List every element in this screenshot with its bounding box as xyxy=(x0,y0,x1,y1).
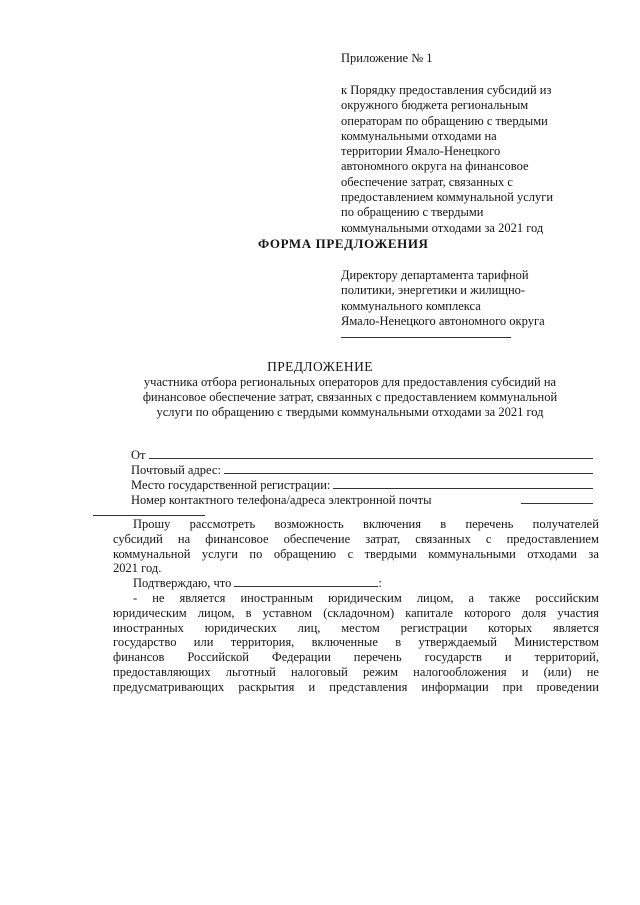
text-word: льготный xyxy=(225,664,276,679)
text-word: территорий, xyxy=(534,650,599,665)
addressee-line: политики, энергетики и жилищно- xyxy=(341,283,526,298)
text-word: (складочном) xyxy=(323,605,395,620)
text-word: иностранным xyxy=(240,590,314,605)
document-subtitle xyxy=(100,375,600,420)
text-word: представления xyxy=(329,679,408,694)
text-word: Российской xyxy=(187,650,249,665)
text-word: налогообложения xyxy=(413,664,507,679)
text-word: является xyxy=(179,590,226,605)
text-word: капитале xyxy=(405,605,453,620)
addressee-line: коммунального комплекса xyxy=(341,298,481,313)
text-word: не xyxy=(152,590,165,605)
clause-paragraph xyxy=(113,591,599,695)
text-word: налоговый xyxy=(290,664,348,679)
text-word: иностранных xyxy=(113,620,184,635)
form-title: ФОРМА ПРЕДЛОЖЕНИЯ xyxy=(258,236,429,251)
annex-line: обеспечение затрат, связанных с xyxy=(341,174,513,189)
text-line xyxy=(113,635,599,650)
annex-line: территории Ямало-Ненецкого xyxy=(341,144,501,159)
text-word: лицом, xyxy=(197,605,235,620)
text-word: и xyxy=(504,650,512,665)
annex-line: коммунальными отходами на xyxy=(341,128,497,143)
annex-line: предоставлением коммунальной услуги xyxy=(341,190,554,205)
text-word: коммунальной xyxy=(113,546,191,561)
text-word: и xyxy=(308,679,316,694)
text-word: российским xyxy=(535,590,599,605)
text-line xyxy=(113,665,599,680)
text-word: финансов xyxy=(113,650,165,665)
text-line xyxy=(113,517,599,532)
text-word: уставном xyxy=(262,605,313,620)
annex-line: операторам по обращению с твердыми xyxy=(341,113,548,128)
subtitle-line: участника отбора региональных операторов для предоставления субсидий на xyxy=(143,375,557,389)
contact-field xyxy=(131,493,593,508)
text-word: за xyxy=(588,546,599,561)
text-word: по xyxy=(249,546,263,561)
text-word: включенные xyxy=(311,635,378,650)
text-line xyxy=(113,591,599,606)
text-line xyxy=(113,680,599,695)
text-word: обращению xyxy=(273,546,337,561)
from-field xyxy=(131,448,593,463)
text-word: и xyxy=(521,664,529,679)
text-word: в xyxy=(440,517,447,531)
text-line xyxy=(113,621,599,636)
text-word: или xyxy=(193,635,214,650)
text-word: перечень xyxy=(465,517,514,531)
text-word: в xyxy=(245,605,252,620)
text-word: доля xyxy=(521,605,547,620)
annex-line: коммунальными отходами за 2021 год xyxy=(341,220,544,235)
text-word: финансовое xyxy=(205,531,269,546)
text-word: регистрации xyxy=(400,620,468,635)
addressee-name-blank xyxy=(341,337,511,338)
confirm-prefix: Подтверждаю, что xyxy=(133,576,232,591)
text-line xyxy=(113,547,599,562)
postal-address-label: Почтовый адрес: xyxy=(131,463,221,477)
registration-label: Место государственной регистрации: xyxy=(131,478,331,492)
appendix-number: Приложение № 1 xyxy=(341,51,433,65)
text-word: Министерством xyxy=(514,635,599,650)
text-word: предоставляющих xyxy=(113,664,211,679)
text-word: предусматривающих xyxy=(113,679,225,694)
text-word: утверждаемый xyxy=(418,635,497,650)
postal-address-blank xyxy=(224,463,593,474)
text-word: также xyxy=(489,590,521,605)
text-word: в xyxy=(395,635,402,650)
text-word: государств xyxy=(424,650,482,665)
addressee-line: Ямало-Ненецкого автономного округа xyxy=(341,313,545,328)
text-word: рассмотреть xyxy=(189,517,256,531)
text-word: юридических xyxy=(204,620,277,635)
text-word: лицом, xyxy=(416,590,454,605)
text-word: 2021 год. xyxy=(113,561,162,576)
text-word: участия xyxy=(557,605,599,620)
text-word: твердыми xyxy=(364,546,417,561)
addressee-block xyxy=(341,268,545,329)
text-word: субсидий xyxy=(113,531,163,546)
annex-line: к Порядку предоставления субсидий из xyxy=(341,83,552,97)
request-paragraph xyxy=(113,517,599,576)
annex-line: автономного округа на финансовое xyxy=(341,159,529,174)
text-word: информации xyxy=(421,679,489,694)
text-word: отходами xyxy=(527,546,577,561)
text-word: предоставлением xyxy=(506,531,599,546)
annex-reference xyxy=(341,83,553,236)
text-word: не xyxy=(586,664,599,679)
from-label: От xyxy=(131,448,146,462)
text-line xyxy=(113,532,599,547)
text-word: а xyxy=(468,590,475,605)
text-line xyxy=(113,606,599,621)
text-word: обеспечение xyxy=(283,531,351,546)
text-line xyxy=(113,650,599,665)
annex-line: окружного бюджета региональным xyxy=(341,98,529,113)
text-word: юридическим xyxy=(113,605,187,620)
sender-fields xyxy=(131,448,593,508)
text-word: Прошу xyxy=(133,517,171,531)
text-word: которых xyxy=(488,620,533,635)
text-word: включения xyxy=(362,517,421,531)
from-blank xyxy=(149,448,594,459)
annex-line: по обращению с твердыми xyxy=(341,205,484,220)
text-word: раскрытия xyxy=(238,679,295,694)
text-word: перечень xyxy=(353,650,402,665)
confirm-suffix: : xyxy=(378,576,382,591)
text-line xyxy=(113,561,599,576)
confirm-blank xyxy=(234,576,378,587)
text-word: связанных xyxy=(415,531,471,546)
text-word: затрат, xyxy=(365,531,401,546)
text-word: возможность xyxy=(274,517,344,531)
text-word: на xyxy=(177,531,191,546)
text-word: является xyxy=(552,620,599,635)
text-word: - xyxy=(133,590,138,605)
text-word: с xyxy=(485,531,492,546)
registration-field xyxy=(131,478,593,493)
text-word: местом xyxy=(341,620,380,635)
text-word: лиц, xyxy=(297,620,321,635)
subtitle-line: финансовое обеспечение затрат, связанных с предоставлением коммунальной xyxy=(142,390,558,404)
document-title: ПРЕДЛОЖЕНИЕ xyxy=(267,359,373,374)
document-body xyxy=(113,517,599,695)
contact-blank xyxy=(521,493,593,504)
text-word: Федерации xyxy=(271,650,331,665)
text-word: коммунальными xyxy=(428,546,516,561)
text-word: территория, xyxy=(230,635,295,650)
text-word: при xyxy=(502,679,523,694)
text-word: с xyxy=(347,546,354,561)
text-word: государство xyxy=(113,635,177,650)
subtitle-line: услуги по обращению с твердыми коммунальными отходами за 2021 год xyxy=(156,405,544,419)
addressee-line: Директору департамента тарифной xyxy=(341,268,529,282)
text-word: режим xyxy=(362,664,399,679)
contact-continuation-blank xyxy=(93,515,205,516)
text-word: проведении xyxy=(536,679,599,694)
text-word: услуги xyxy=(201,546,238,561)
contact-label: Номер контактного телефона/адреса электронной почты xyxy=(131,493,432,507)
text-word: (или) xyxy=(543,664,572,679)
confirm-line xyxy=(113,576,599,591)
text-word: которого xyxy=(464,605,511,620)
text-word: юридическим xyxy=(328,590,402,605)
postal-address-field xyxy=(131,463,593,478)
registration-blank xyxy=(333,478,593,489)
text-word: получателей xyxy=(532,517,599,531)
